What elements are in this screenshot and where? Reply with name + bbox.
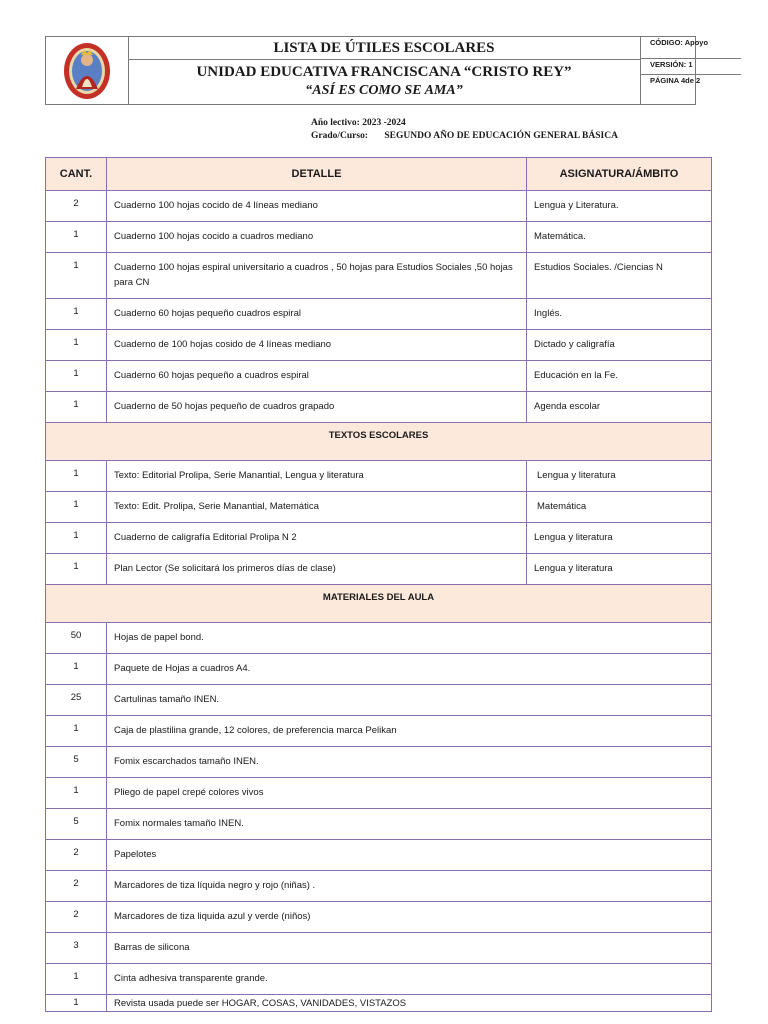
document-version: VERSIÓN: 1 [650,60,693,69]
table-row [46,523,712,554]
table-row [46,716,712,747]
school-name: UNIDAD EDUCATIVA FRANCISCANA “CRISTO REY” [196,64,572,80]
row-qty: 1 [46,964,107,995]
row-detail: Cartulinas tamaño INEN. [107,685,712,716]
table-row [46,222,712,253]
row-detail: Marcadores de tiza liquida azul y verde (niños) [107,902,712,933]
row-subject: Lengua y literatura [527,461,712,492]
table-row [46,809,712,840]
row-detail: Plan Lector (Se solicitará los primeros días de clase) [107,554,527,585]
row-detail: Texto: Edit. Prolipa, Serie Manantial, Matemática [107,492,527,523]
section-title: TEXTOS ESCOLARES [46,423,712,461]
table-row [46,964,712,995]
row-detail: Cuaderno 100 hojas cocido de 4 líneas mediano [107,191,527,222]
table-row [46,191,712,222]
table-row [46,778,712,809]
row-qty: 1 [46,299,107,330]
grade-label: Grado/Curso: [311,131,368,141]
row-subject: Estudios Sociales. /Ciencias N [527,253,712,299]
grade-value: SEGUNDO AÑO DE EDUCACIÓN GENERAL BÁSICA [384,131,618,141]
table-row [46,654,712,685]
row-detail: Cuaderno 100 hojas cocido a cuadros mediano [107,222,527,253]
row-qty: 2 [46,191,107,222]
school-year-line [311,118,406,128]
row-detail: Cinta adhesiva transparente grande. [107,964,712,995]
school-year-label: Año lectivo: [311,118,360,128]
row-subject: Educación en la Fe. [527,361,712,392]
row-qty: 2 [46,871,107,902]
row-qty: 2 [46,840,107,871]
section-row-texts [46,423,712,461]
row-detail: Pliego de papel crepé colores vivos [107,778,712,809]
document-code: CÓDIGO: Apoyo [641,37,741,59]
table-row [46,554,712,585]
row-detail: Hojas de papel bond. [107,623,712,654]
table-row [46,299,712,330]
row-subject: Matemática. [527,222,712,253]
table-row [46,871,712,902]
row-detail: Cuaderno de caligrafía Editorial Prolipa N 2 [107,523,527,554]
row-qty: 1 [46,778,107,809]
table-row [46,492,712,523]
document-page: PÁGINA 4de 2 [641,74,741,104]
row-qty: 1 [46,461,107,492]
row-qty: 3 [46,933,107,964]
row-subject: Lengua y Literatura. [527,191,712,222]
supplies-table [45,157,712,1012]
row-subject: Dictado y caligrafía [527,330,712,361]
table-row [46,253,712,299]
row-detail: Cuaderno 60 hojas pequeño a cuadros espiral [107,361,527,392]
document-header [45,36,709,105]
row-qty: 5 [46,809,107,840]
row-qty: 1 [46,492,107,523]
row-subject: Lengua y literatura [527,523,712,554]
document-meta [641,37,709,104]
row-detail: Barras de silicona [107,933,712,964]
row-subject: Matemática [527,492,712,523]
row-qty: 1 [46,995,107,1012]
table-row [46,392,712,423]
grade-line [311,131,618,141]
row-detail: Fomix normales tamaño INEN. [107,809,712,840]
row-qty: 25 [46,685,107,716]
section-title: MATERIALES DEL AULA [46,585,712,623]
row-detail: Cuaderno de 50 hojas pequeño de cuadros grapado [107,392,527,423]
table-row [46,747,712,778]
row-detail: Paquete de Hojas a cuadros A4. [107,654,712,685]
detail-header: DETALLE [107,158,527,191]
row-qty: 1 [46,330,107,361]
subject-header: ASIGNATURA/ÁMBITO [527,158,712,191]
row-subject: Lengua y literatura [527,554,712,585]
row-subject: Agenda escolar [527,392,712,423]
table-row [46,995,712,1012]
row-qty: 1 [46,222,107,253]
table-header-row [46,158,712,191]
table-row [46,330,712,361]
row-qty: 1 [46,253,107,299]
row-qty: 50 [46,623,107,654]
row-qty: 1 [46,716,107,747]
row-detail: Revista usada puede ser HOGAR, COSAS, VANIDADES, VISTAZOS [107,995,712,1012]
school-year-value: 2023 -2024 [362,118,406,128]
row-detail: Cuaderno 100 hojas espiral universitario a cuadros , 50 hojas para Estudios Sociales ,50 hojas para CN [107,253,527,299]
row-detail: Cuaderno de 100 hojas cosido de 4 líneas mediano [107,330,527,361]
table-row [46,623,712,654]
logo-cell [46,37,129,104]
document-title: LISTA DE ÚTILES ESCOLARES [128,37,640,60]
row-detail: Caja de plastilina grande, 12 colores, de preferencia marca Pelikan [107,716,712,747]
row-detail: Marcadores de tiza líquida negro y rojo (niñas) . [107,871,712,902]
row-detail: Fomix escarchados tamaño INEN. [107,747,712,778]
row-qty: 1 [46,554,107,585]
row-qty: 1 [46,523,107,554]
table-row [46,933,712,964]
table-row [46,685,712,716]
row-qty: 1 [46,654,107,685]
table-row [46,461,712,492]
table-row [46,361,712,392]
row-detail: Texto: Editorial Prolipa, Serie Manantial, Lengua y literatura [107,461,527,492]
school-motto: “ASÍ ES COMO SE AMA” [305,83,463,98]
school-crest-icon [62,41,112,101]
qty-header: CANT. [46,158,107,191]
title-cell [128,37,641,104]
section-row-materials [46,585,712,623]
row-qty: 1 [46,361,107,392]
row-qty: 5 [46,747,107,778]
row-subject: Inglés. [527,299,712,330]
row-qty: 2 [46,902,107,933]
table-row [46,840,712,871]
table-row [46,902,712,933]
row-detail: Cuaderno 60 hojas pequeño cuadros espiral [107,299,527,330]
row-detail: Papelotes [107,840,712,871]
row-qty: 1 [46,392,107,423]
